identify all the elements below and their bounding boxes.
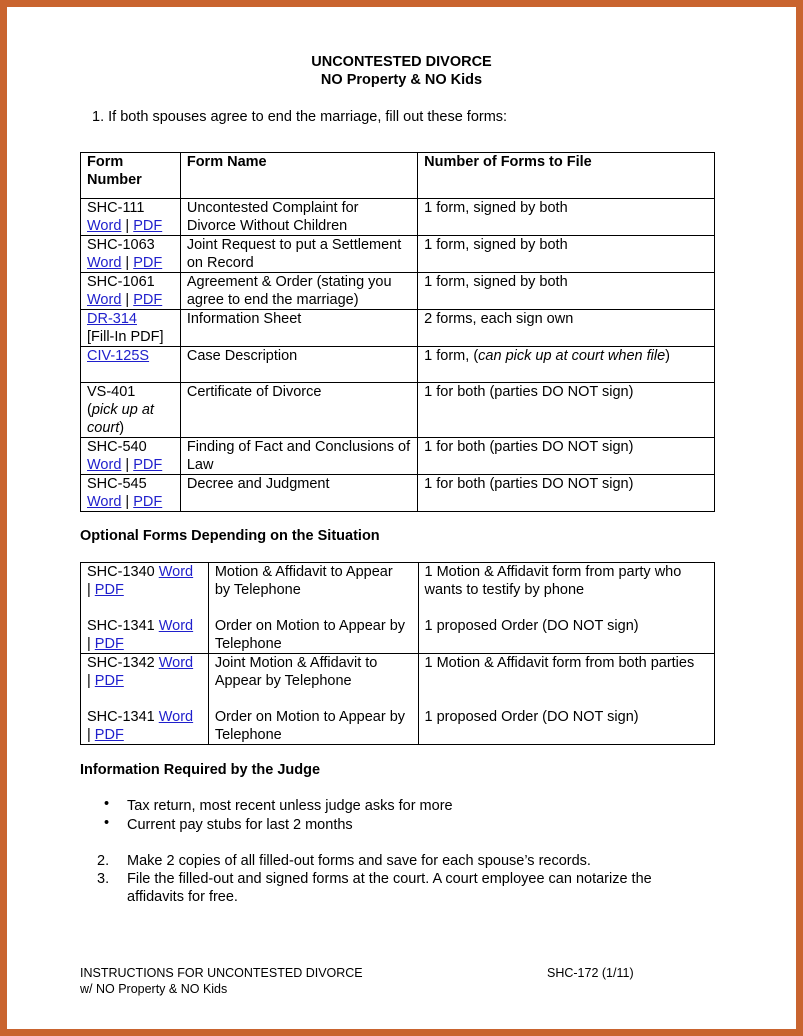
form-code-link[interactable]: CIV-125S [87,348,150,364]
header-number-to-file: Number of Forms to File [418,153,715,199]
judge-info-heading: Information Required by the Judge [80,762,321,778]
table-row [81,654,715,745]
link-separator: | [121,255,134,271]
pdf-link[interactable]: PDF [94,582,124,598]
form-code: SHC-540 [87,439,147,455]
word-link[interactable]: Word [87,218,122,234]
form-name: Joint Request to put a Settlement on Record [180,236,417,273]
table-row [81,273,715,310]
forms-to-file: 1 for both (parties DO NOT sign) [418,475,715,512]
pdf-link[interactable]: PDF [133,255,163,271]
forms-to-file: 1 form, (can pick up at court when file) [418,347,715,383]
link-separator: | [121,457,134,473]
table-row [81,563,715,654]
form-name: Order on Motion to Appear by Telephone [214,709,406,743]
step-text: Make 2 copies of all filled-out forms and save for each spouse’s records. [127,853,591,869]
footer-form-id: SHC-172 (1/11) [547,966,634,980]
document-title: UNCONTESTED DIVORCE [311,54,492,70]
form-code: SHC-545 [87,476,147,492]
link-separator: | [87,582,95,598]
form-name: Order on Motion to Appear by Telephone [214,618,406,652]
form-code: VS-401 [87,384,136,400]
forms-to-file: 1 Motion & Affidavit form from party who wants to testify by phone [424,564,682,598]
link-separator: | [87,636,95,652]
form-name: Information Sheet [180,310,417,347]
fill-in-pdf-note: [Fill-In PDF] [87,329,164,345]
table-row [81,383,715,438]
form-name: Uncontested Complaint for Divorce Without Children [180,199,417,236]
bullet-dot-icon: • [104,796,110,812]
header-form-name: Form Name [180,153,417,199]
table-row [81,310,715,347]
forms-to-file: 1 form, signed by both [418,236,715,273]
step-number: 2. [97,853,110,869]
intro-text: 1. If both spouses agree to end the marriage, fill out these forms: [92,109,508,125]
form-name: Decree and Judgment [180,475,417,512]
forms-to-file: 1 for both (parties DO NOT sign) [418,383,715,438]
link-separator: | [121,292,134,308]
word-link[interactable]: Word [158,564,194,580]
table-row [81,347,715,383]
forms-to-file: 1 proposed Order (DO NOT sign) [424,618,639,634]
table-header-row [81,153,715,199]
bullet-item: Current pay stubs for last 2 months [127,817,353,833]
pdf-link[interactable]: PDF [133,218,163,234]
pickup-note: (pick up at court) [87,402,154,436]
form-name: Joint Motion & Affidavit to Appear by Telephone [214,655,378,689]
word-link[interactable]: Word [158,655,194,671]
step-number: 3. [97,871,110,887]
forms-to-file: 1 Motion & Affidavit form from both parties [424,655,695,671]
link-separator: | [87,673,95,689]
form-name: Case Description [180,347,417,383]
table-row [81,475,715,512]
step-text: File the filled-out and signed forms at the court. A court employee can notarize the [127,871,652,887]
form-code: SHC-1341 [87,709,159,725]
form-name: Agreement & Order (stating you agree to end the marriage) [180,273,417,310]
pdf-link[interactable]: PDF [133,292,163,308]
footer-left-line2: w/ NO Property & NO Kids [80,982,228,996]
form-name: Certificate of Divorce [180,383,417,438]
forms-to-file: 2 forms, each sign own [418,310,715,347]
pdf-link[interactable]: PDF [94,636,124,652]
form-code: SHC-111 [87,200,145,216]
word-link[interactable]: Word [87,457,122,473]
forms-to-file: 1 form, signed by both [418,273,715,310]
forms-to-file: 1 proposed Order (DO NOT sign) [424,709,639,725]
form-code-link[interactable]: DR-314 [87,311,137,327]
optional-forms-table [80,562,715,745]
form-name: Motion & Affidavit to Appear by Telephone [214,564,393,598]
forms-table [80,152,715,512]
form-code: SHC-1342 [87,655,159,671]
pdf-link[interactable]: PDF [133,457,163,473]
footer-left-line1: INSTRUCTIONS FOR UNCONTESTED DIVORCE [80,966,363,980]
form-code: SHC-1341 [87,618,159,634]
word-link[interactable]: Word [87,255,122,271]
pdf-link[interactable]: PDF [94,673,124,689]
word-link[interactable]: Word [87,292,122,308]
form-code: SHC-1340 [87,564,159,580]
form-code: SHC-1063 [87,237,155,253]
bullet-dot-icon: • [104,815,110,831]
pdf-link[interactable]: PDF [94,727,124,743]
word-link[interactable]: Word [158,618,194,634]
table-row [81,236,715,273]
pdf-link[interactable]: PDF [133,494,163,510]
optional-forms-heading: Optional Forms Depending on the Situation [80,528,380,544]
form-code: SHC-1061 [87,274,155,290]
bullet-item: Tax return, most recent unless judge asks for more [127,798,453,814]
form-name: Finding of Fact and Conclusions of Law [180,438,417,475]
header-form-number: Form Number [81,153,181,199]
table-row [81,199,715,236]
forms-to-file: 1 form, signed by both [418,199,715,236]
document-subtitle: NO Property & NO Kids [320,72,483,88]
word-link[interactable]: Word [158,709,194,725]
table-row [81,438,715,475]
word-link[interactable]: Word [87,494,122,510]
link-separator: | [121,494,134,510]
link-separator: | [87,727,95,743]
link-separator: | [121,218,134,234]
forms-to-file: 1 for both (parties DO NOT sign) [418,438,715,475]
step-text-continued: affidavits for free. [127,889,238,905]
